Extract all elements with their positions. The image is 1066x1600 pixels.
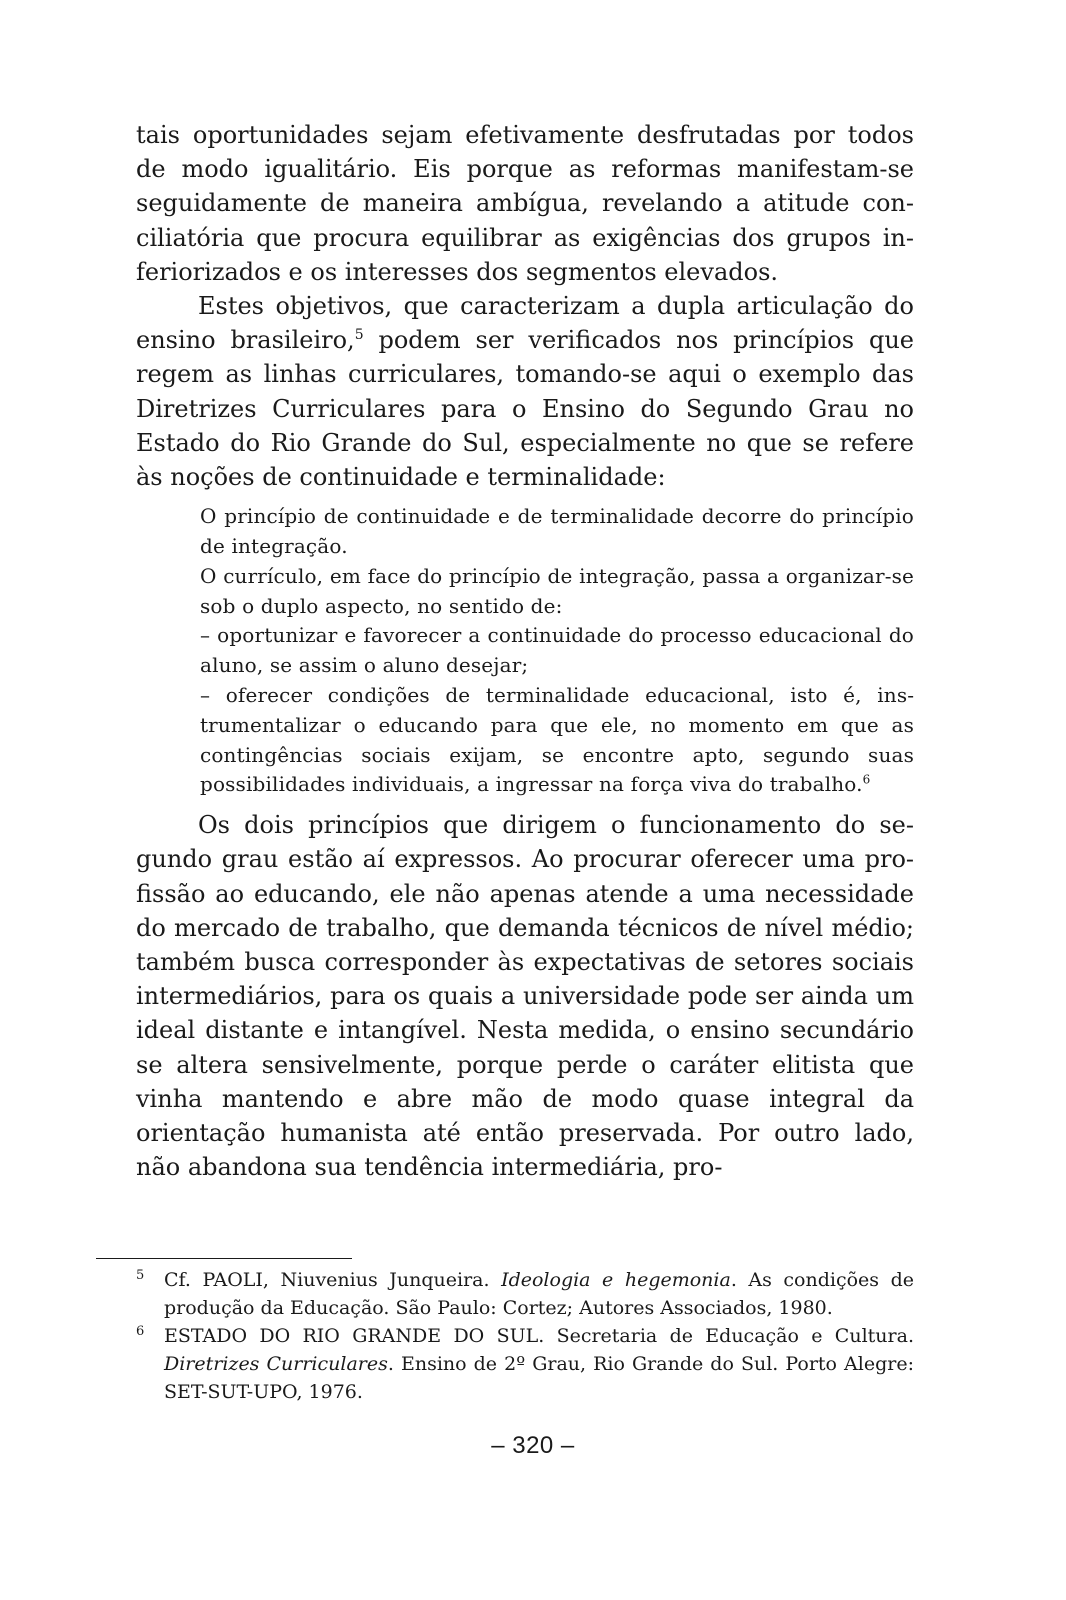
quote-line-2: O currículo, em face do princípio de integração, passa a organizar-se sob o duplo aspecto, no sentido de:	[200, 563, 914, 618]
footnote-number: 6	[136, 1324, 145, 1339]
block-quote	[200, 502, 914, 800]
footnote-text: ESTADO DO RIO GRANDE DO SUL. Secretaria de Educação e Cultura.	[164, 1325, 914, 1347]
page-number: – 320 –	[491, 1432, 575, 1459]
footnotes	[136, 1266, 914, 1406]
quote-list-item-2-text: – oferecer condições de terminalidade educacional, isto é, instrumentalizar o educando para que ele, no momento em que as contingências sociais exijam, se encontre apto, segundo suas possibilidades individuais, a ingressar na força viva do trabalho.	[200, 683, 914, 797]
footnote-text: . Ensino de 2º Grau, Rio Grande do Sul. Porto Alegre: SET-SUT-UPO, 1976.	[164, 1353, 914, 1403]
footnote-text: . As condições de produção da Educação. São Paulo: Cortez; Autores Associados, 1980.	[164, 1269, 914, 1319]
page-body	[136, 118, 914, 1184]
footnote-6	[136, 1322, 914, 1406]
paragraph-1: tais oportunidades sejam efetivamente desfrutadas por todos de modo igualitário. Eis porque as reformas manifestam-se seguidamente de maneira ambígua, revelando a atitude conciliatória que procura equilibrar as exigências dos grupos inferiorizados e os interesses dos segmentos elevados.	[136, 121, 914, 286]
paragraph-2	[136, 289, 914, 494]
footnote-ref-6: 6	[862, 772, 871, 787]
footnote-text: Cf. PAOLI, Niuvenius Junqueira.	[164, 1269, 502, 1291]
paragraph-3: Os dois princípios que dirigem o funcionamento do segundo grau estão aí expressos. Ao procurar oferecer uma profissão ao educando, ele não apenas atende a uma necessidade do mercado de trabalho, que demanda técnicos de nível médio; também busca corresponder às expectativas de setores sociais intermediários, para os quais a universidade pode ser ainda um ideal distante e intangível. Nesta medida, o ensino secundário se altera sensivelmente, porque perde o caráter elitista que vinha mantendo e abre mão de modo quase integral da orientação humanista até então preservada. Por outro lado, não abandona sua tendência intermediária, pro-	[136, 811, 914, 1182]
quote-list-item-2	[200, 681, 914, 800]
paragraph-2-text-a: Estes objetivos, que caracterizam a dupla articulação do ensino brasileiro,	[136, 292, 914, 355]
footnote-title: Diretrizes Curriculares	[164, 1353, 388, 1375]
footnote-title: Ideologia e hegemonia	[501, 1269, 731, 1291]
footnote-5	[136, 1266, 914, 1322]
paragraph-2-text-b: podem ser verificados nos princípios que regem as linhas curriculares, tomando-se aqui o exemplo das Diretrizes Curriculares para o Ensino do Segundo Grau no Estado do Rio Grande do Sul, especialmente no que se refere às noções de continuidade e terminalidade:	[136, 326, 914, 492]
footnote-number: 5	[136, 1268, 145, 1283]
quote-line-1: O princípio de continuidade e de terminalidade decorre do princípio de integração.	[200, 504, 914, 559]
footnote-divider	[96, 1258, 352, 1259]
footnote-ref-5: 5	[354, 327, 364, 344]
quote-list-item-1: – oportunizar e favorecer a continuidade do processo educacional do aluno, se assim o aluno desejar;	[200, 623, 914, 678]
